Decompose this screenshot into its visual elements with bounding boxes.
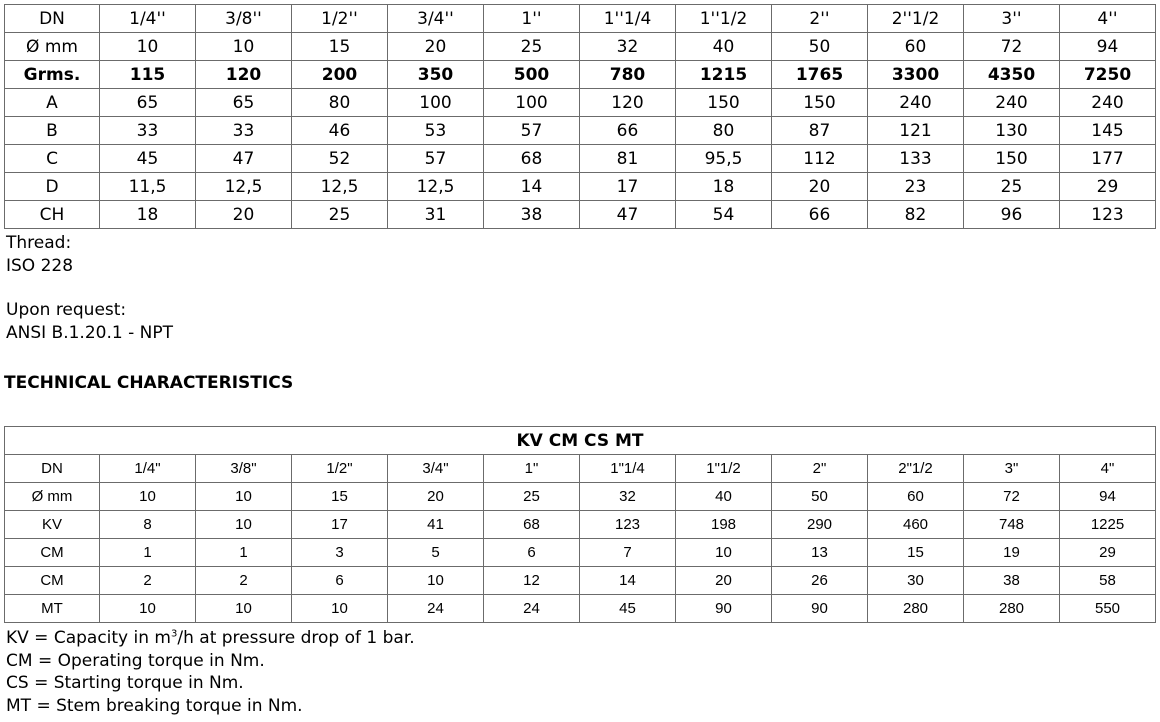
- dims-cell: 780: [580, 61, 676, 89]
- tech-cell: 12: [484, 567, 580, 595]
- tech-cell: 14: [580, 567, 676, 595]
- dims-cell: 1'': [484, 5, 580, 33]
- dims-row: [5, 117, 1156, 145]
- dimensions-table-body: [5, 5, 1156, 229]
- tech-cell: 17: [292, 511, 388, 539]
- tech-cell: 1/4": [100, 455, 196, 483]
- dims-cell: 100: [388, 89, 484, 117]
- dims-cell: 60: [868, 33, 964, 61]
- tech-cell: 68: [484, 511, 580, 539]
- tech-cell: 10: [388, 567, 484, 595]
- dims-cell: 177: [1060, 145, 1156, 173]
- tech-cell: 24: [388, 595, 484, 623]
- tech-cell: 90: [676, 595, 772, 623]
- tech-cell: 10: [196, 511, 292, 539]
- dims-row-header: A: [5, 89, 100, 117]
- tech-cell: 60: [868, 483, 964, 511]
- dims-cell: 46: [292, 117, 388, 145]
- dims-cell: 10: [100, 33, 196, 61]
- technical-characteristics-table: [4, 426, 1156, 623]
- dims-cell: 57: [388, 145, 484, 173]
- dims-row: [5, 145, 1156, 173]
- tech-cell: 2": [772, 455, 868, 483]
- tech-cell: 3": [964, 455, 1060, 483]
- dims-row: [5, 201, 1156, 229]
- dims-cell: 18: [100, 201, 196, 229]
- dims-row-header: CH: [5, 201, 100, 229]
- tech-row: [5, 511, 1156, 539]
- tech-cell: 72: [964, 483, 1060, 511]
- dims-cell: 3/4'': [388, 5, 484, 33]
- dims-cell: 350: [388, 61, 484, 89]
- dims-cell: 121: [868, 117, 964, 145]
- legend-kv-text-end: /h at pressure drop of 1 bar.: [177, 628, 415, 648]
- tech-cell: 13: [772, 539, 868, 567]
- dims-cell: 14: [484, 173, 580, 201]
- thread-info: [6, 232, 73, 277]
- tech-cell: 1": [484, 455, 580, 483]
- tech-cell: 40: [676, 483, 772, 511]
- dims-cell: 25: [484, 33, 580, 61]
- upon-request-value: ANSI B.1.20.1 - NPT: [6, 322, 173, 343]
- tech-cell: 198: [676, 511, 772, 539]
- dims-cell: 123: [1060, 201, 1156, 229]
- tech-cell: 1"1/4: [580, 455, 676, 483]
- dims-cell: 3'': [964, 5, 1060, 33]
- tech-row: [5, 539, 1156, 567]
- dims-cell: 150: [964, 145, 1060, 173]
- tech-cell: 290: [772, 511, 868, 539]
- technical-table-body: [5, 427, 1156, 623]
- tech-row: [5, 455, 1156, 483]
- tech-cell: 41: [388, 511, 484, 539]
- dims-cell: 23: [868, 173, 964, 201]
- tech-row: [5, 595, 1156, 623]
- tech-cell: 10: [100, 595, 196, 623]
- technical-table-title: KV CM CS MT: [5, 427, 1156, 455]
- dims-cell: 12,5: [388, 173, 484, 201]
- tech-cell: 25: [484, 483, 580, 511]
- tech-cell: 280: [868, 595, 964, 623]
- tech-cell: 3/8": [196, 455, 292, 483]
- dims-row: [5, 89, 1156, 117]
- dims-cell: 31: [388, 201, 484, 229]
- tech-cell: 10: [292, 595, 388, 623]
- tech-cell: 2"1/2: [868, 455, 964, 483]
- dims-cell: 1215: [676, 61, 772, 89]
- legend-kv-text: KV = Capacity in m: [6, 628, 171, 648]
- tech-cell: 460: [868, 511, 964, 539]
- dims-cell: 200: [292, 61, 388, 89]
- dims-cell: 25: [292, 201, 388, 229]
- dims-cell: 66: [772, 201, 868, 229]
- dims-cell: 65: [100, 89, 196, 117]
- tech-row-header: KV: [5, 511, 100, 539]
- tech-cell: 58: [1060, 567, 1156, 595]
- dims-row-header: DN: [5, 5, 100, 33]
- legend-mt: MT = Stem breaking torque in Nm.: [6, 695, 303, 716]
- dims-row-header: D: [5, 173, 100, 201]
- dims-cell: 240: [868, 89, 964, 117]
- dims-cell: 96: [964, 201, 1060, 229]
- dims-cell: 10: [196, 33, 292, 61]
- dims-cell: 240: [1060, 89, 1156, 117]
- dims-cell: 95,5: [676, 145, 772, 173]
- dims-cell: 145: [1060, 117, 1156, 145]
- dims-cell: 33: [196, 117, 292, 145]
- dims-cell: 20: [196, 201, 292, 229]
- tech-cell: 94: [1060, 483, 1156, 511]
- tech-cell: 4": [1060, 455, 1156, 483]
- tech-cell: 3: [292, 539, 388, 567]
- technical-table-title-row: [5, 427, 1156, 455]
- dims-cell: 17: [580, 173, 676, 201]
- dims-row: [5, 61, 1156, 89]
- dims-cell: 4350: [964, 61, 1060, 89]
- dims-cell: 500: [484, 61, 580, 89]
- thread-value: ISO 228: [6, 255, 74, 276]
- dims-cell: 120: [580, 89, 676, 117]
- legend-cm: CM = Operating torque in Nm.: [6, 650, 265, 671]
- dims-cell: 68: [484, 145, 580, 173]
- dims-cell: 18: [676, 173, 772, 201]
- dims-cell: 12,5: [196, 173, 292, 201]
- dims-cell: 54: [676, 201, 772, 229]
- dims-cell: 3300: [868, 61, 964, 89]
- upon-request-label: Upon request:: [6, 300, 127, 320]
- legend-kv: [6, 627, 415, 650]
- dims-cell: 72: [964, 33, 1060, 61]
- dims-cell: 2''1/2: [868, 5, 964, 33]
- upon-request-info: [6, 299, 173, 344]
- dims-row-header: Ø mm: [5, 33, 100, 61]
- dims-row-header: B: [5, 117, 100, 145]
- dims-cell: 32: [580, 33, 676, 61]
- tech-cell: 2: [100, 567, 196, 595]
- tech-cell: 90: [772, 595, 868, 623]
- dims-cell: 65: [196, 89, 292, 117]
- dims-row: [5, 5, 1156, 33]
- dims-cell: 40: [676, 33, 772, 61]
- tech-row-header: MT: [5, 595, 100, 623]
- tech-cell: 10: [196, 483, 292, 511]
- dims-cell: 52: [292, 145, 388, 173]
- dims-row: [5, 33, 1156, 61]
- tech-cell: 38: [964, 567, 1060, 595]
- dims-cell: 38: [484, 201, 580, 229]
- dims-cell: 12,5: [292, 173, 388, 201]
- dims-cell: 20: [388, 33, 484, 61]
- tech-cell: 6: [292, 567, 388, 595]
- dims-cell: 33: [100, 117, 196, 145]
- tech-cell: 1: [196, 539, 292, 567]
- tech-cell: 10: [100, 483, 196, 511]
- tech-cell: 3/4": [388, 455, 484, 483]
- tech-cell: 1225: [1060, 511, 1156, 539]
- dims-cell: 7250: [1060, 61, 1156, 89]
- dims-cell: 150: [772, 89, 868, 117]
- tech-cell: 15: [292, 483, 388, 511]
- tech-cell: 15: [868, 539, 964, 567]
- dims-cell: 120: [196, 61, 292, 89]
- dims-cell: 53: [388, 117, 484, 145]
- dims-cell: 25: [964, 173, 1060, 201]
- legend: [6, 627, 415, 717]
- tech-cell: 32: [580, 483, 676, 511]
- dims-cell: 1''1/4: [580, 5, 676, 33]
- tech-cell: 26: [772, 567, 868, 595]
- dims-cell: 45: [100, 145, 196, 173]
- dims-cell: 4'': [1060, 5, 1156, 33]
- legend-kv-superscript: 3: [171, 628, 178, 640]
- dims-cell: 115: [100, 61, 196, 89]
- tech-cell: 1"1/2: [676, 455, 772, 483]
- dims-cell: 47: [196, 145, 292, 173]
- dims-cell: 29: [1060, 173, 1156, 201]
- tech-cell: 1: [100, 539, 196, 567]
- dims-cell: 240: [964, 89, 1060, 117]
- dims-cell: 1/2'': [292, 5, 388, 33]
- dims-cell: 133: [868, 145, 964, 173]
- tech-cell: 2: [196, 567, 292, 595]
- tech-cell: 50: [772, 483, 868, 511]
- dims-cell: 47: [580, 201, 676, 229]
- dims-cell: 80: [676, 117, 772, 145]
- dims-cell: 130: [964, 117, 1060, 145]
- tech-cell: 29: [1060, 539, 1156, 567]
- tech-cell: 7: [580, 539, 676, 567]
- dims-row-header: C: [5, 145, 100, 173]
- tech-cell: 10: [676, 539, 772, 567]
- dims-cell: 87: [772, 117, 868, 145]
- dims-cell: 15: [292, 33, 388, 61]
- tech-cell: 19: [964, 539, 1060, 567]
- dims-cell: 50: [772, 33, 868, 61]
- dims-cell: 82: [868, 201, 964, 229]
- tech-cell: 30: [868, 567, 964, 595]
- dims-cell: 3/8'': [196, 5, 292, 33]
- tech-cell: 280: [964, 595, 1060, 623]
- tech-cell: 45: [580, 595, 676, 623]
- tech-cell: 24: [484, 595, 580, 623]
- tech-row-header: CM: [5, 567, 100, 595]
- dims-cell: 57: [484, 117, 580, 145]
- tech-cell: 748: [964, 511, 1060, 539]
- technical-characteristics-heading: TECHNICAL CHARACTERISTICS: [4, 373, 294, 393]
- dims-cell: 81: [580, 145, 676, 173]
- tech-row-header: CM: [5, 539, 100, 567]
- dimensions-table: [4, 4, 1156, 229]
- dims-row-header: Grms.: [5, 61, 100, 89]
- dims-cell: 112: [772, 145, 868, 173]
- tech-cell: 123: [580, 511, 676, 539]
- dims-cell: 94: [1060, 33, 1156, 61]
- dims-cell: 150: [676, 89, 772, 117]
- dims-cell: 20: [772, 173, 868, 201]
- tech-row: [5, 483, 1156, 511]
- tech-cell: 1/2": [292, 455, 388, 483]
- dims-row: [5, 173, 1156, 201]
- dims-cell: 66: [580, 117, 676, 145]
- thread-label: Thread:: [6, 233, 72, 253]
- dims-cell: 100: [484, 89, 580, 117]
- dims-cell: 1765: [772, 61, 868, 89]
- legend-cs: CS = Starting torque in Nm.: [6, 673, 244, 693]
- tech-row-header: DN: [5, 455, 100, 483]
- tech-cell: 8: [100, 511, 196, 539]
- tech-row-header: Ø mm: [5, 483, 100, 511]
- tech-cell: 5: [388, 539, 484, 567]
- tech-cell: 10: [196, 595, 292, 623]
- tech-cell: 20: [388, 483, 484, 511]
- dims-cell: 1/4'': [100, 5, 196, 33]
- dims-cell: 11,5: [100, 173, 196, 201]
- tech-cell: 20: [676, 567, 772, 595]
- tech-row: [5, 567, 1156, 595]
- dims-cell: 2'': [772, 5, 868, 33]
- tech-cell: 6: [484, 539, 580, 567]
- dims-cell: 1''1/2: [676, 5, 772, 33]
- dims-cell: 80: [292, 89, 388, 117]
- tech-cell: 550: [1060, 595, 1156, 623]
